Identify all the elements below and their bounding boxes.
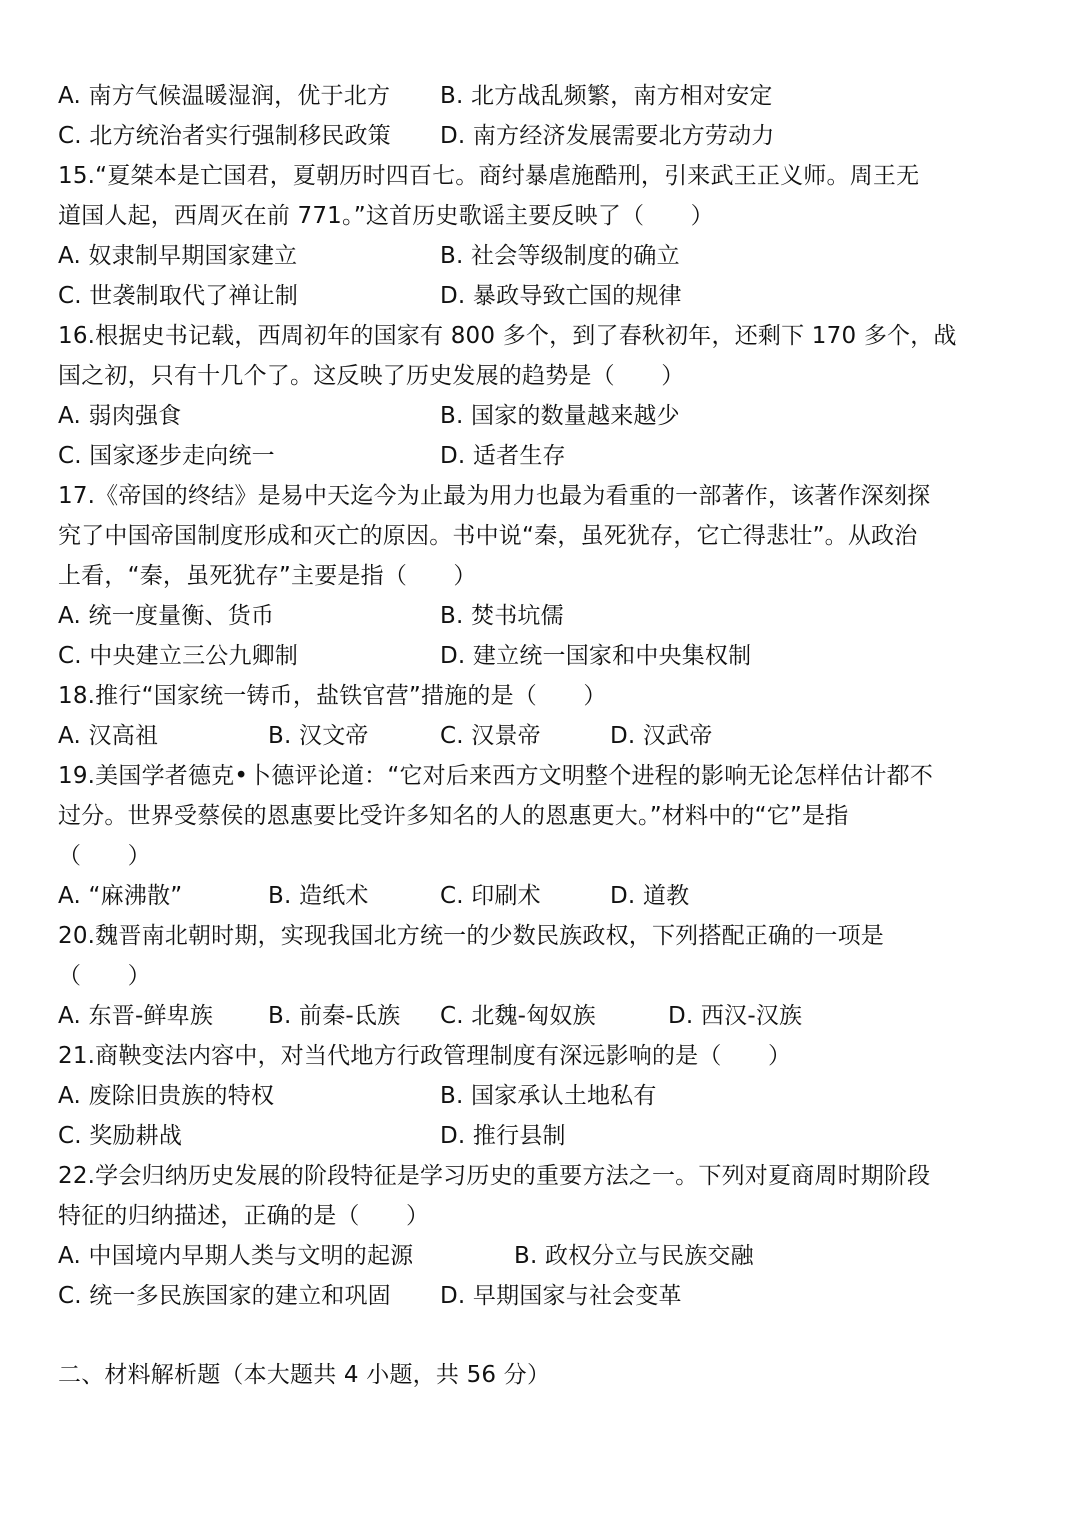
q17-option-c: C. 中央建立三公九卿制: [58, 643, 299, 669]
q14-options-row2: [58, 116, 775, 156]
q21-options-row2: [58, 1116, 566, 1156]
q15-stem-line1: 15.“夏桀本是亡国君，夏朝历时四百七。商纣暴虐施酷刑，引来武王正义师。周王无: [58, 163, 920, 189]
q15-stem-line2: 道国人起，西周灭在前 771。”这首历史歌谣主要反映了（ ）: [58, 203, 714, 229]
q16-option-a: A. 弱肉强食: [58, 403, 182, 429]
section2-heading: 二、材料解析题（本大题共 4 小题，共 56 分）: [58, 1362, 551, 1388]
q19-stem-line3: （ ）: [58, 843, 151, 869]
q22-option-c: C. 统一多民族国家的建立和巩固: [58, 1283, 391, 1309]
q21-options-row1: [58, 1076, 657, 1116]
q15-options-row1: [58, 236, 680, 276]
q17-stem-line1: 17.《帝国的终结》是易中天迄今为止最为用力也最为看重的一部著作，该著作深刻探: [58, 483, 931, 509]
q14-option-a: A. 南方气候温暖湿润，优于北方: [58, 83, 391, 109]
q17-options-row2: [58, 636, 752, 676]
q16-stem-line2: 国之初，只有十几个了。这反映了历史发展的趋势是（ ）: [58, 363, 685, 389]
q19-option-c: C. 印刷术: [440, 883, 541, 909]
q17-option-a: A. 统一度量衡、货币: [58, 603, 275, 629]
q19-option-d: D. 道教: [610, 883, 690, 909]
q15-option-d: D. 暴政导致亡国的规律: [440, 283, 682, 309]
q19-option-b: B. 造纸术: [268, 883, 369, 909]
q15-option-a: A. 奴隶制早期国家建立: [58, 243, 298, 269]
q22-option-a: A. 中国境内早期人类与文明的起源: [58, 1243, 414, 1269]
q20-options-row: [58, 996, 803, 1036]
q22-options-row1: [58, 1236, 754, 1276]
q15-option-c: C. 世袭制取代了禅让制: [58, 283, 299, 309]
q22-option-b: B. 政权分立与民族交融: [514, 1243, 754, 1269]
q20-option-a: A. 东晋-鲜卑族: [58, 1003, 214, 1029]
q19-option-a: A. “麻沸散”: [58, 883, 183, 909]
q17-stem-line2: 究了中国帝国制度形成和灭亡的原因。书中说“秦，虽死犹存，它亡得悲壮”。从政治: [58, 523, 918, 549]
q21-option-d: D. 推行县制: [440, 1123, 566, 1149]
q20-option-b: B. 前秦-氐族: [268, 1003, 401, 1029]
q18-option-b: B. 汉文帝: [268, 723, 369, 749]
q19-stem-line1: 19.美国学者德克•卜德评论道：“它对后来西方文明整个进程的影响无论怎样估计都不: [58, 763, 934, 789]
q15-option-b: B. 社会等级制度的确立: [440, 243, 680, 269]
q15-options-row2: [58, 276, 682, 316]
q14-option-c: C. 北方统治者实行强制移民政策: [58, 123, 391, 149]
q18-stem-line1: 18.推行“国家统一铸币，盐铁官营”措施的是（ ）: [58, 683, 607, 709]
q21-stem-line1: 21.商鞅变法内容中，对当代地方行政管理制度有深远影响的是（ ）: [58, 1043, 792, 1069]
q20-stem-line2: （ ）: [58, 963, 151, 989]
q16-stem-line1: 16.根据史书记载，西周初年的国家有 800 多个，到了春秋初年，还剩下 170 多个，战: [58, 323, 957, 349]
q16-option-d: D. 适者生存: [440, 443, 566, 469]
q14-option-b: B. 北方战乱频繁，南方相对安定: [440, 83, 773, 109]
q18-option-d: D. 汉武帝: [610, 723, 713, 749]
q21-option-c: C. 奖励耕战: [58, 1123, 183, 1149]
q17-option-b: B. 焚书坑儒: [440, 603, 564, 629]
q18-option-a: A. 汉高祖: [58, 723, 159, 749]
q14-option-d: D. 南方经济发展需要北方劳动力: [440, 123, 775, 149]
q14-options-row1: [58, 76, 773, 116]
q19-stem-line2: 过分。世界受蔡侯的恩惠要比受许多知名的人的恩惠更大。”材料中的“它”是指: [58, 803, 849, 829]
q20-option-c: C. 北魏-匈奴族: [440, 1003, 596, 1029]
q22-stem-line2: 特征的归纳描述，正确的是（ ）: [58, 1203, 430, 1229]
q22-options-row2: [58, 1276, 682, 1316]
q16-options-row1: [58, 396, 680, 436]
q20-option-d: D. 西汉-汉族: [668, 1003, 803, 1029]
q19-options-row: [58, 876, 690, 916]
q16-options-row2: [58, 436, 566, 476]
q18-options-row: [58, 716, 713, 756]
q17-stem-line3: 上看，“秦，虽死犹存”主要是指（ ）: [58, 563, 477, 589]
q22-stem-line1: 22.学会归纳历史发展的阶段特征是学习历史的重要方法之一。下列对夏商周时期阶段: [58, 1163, 931, 1189]
q17-options-row1: [58, 596, 564, 636]
q21-option-a: A. 废除旧贵族的特权: [58, 1083, 275, 1109]
q17-option-d: D. 建立统一国家和中央集权制: [440, 643, 752, 669]
q18-option-c: C. 汉景帝: [440, 723, 541, 749]
q22-option-d: D. 早期国家与社会变革: [440, 1283, 682, 1309]
q16-option-b: B. 国家的数量越来越少: [440, 403, 680, 429]
q20-stem-line1: 20.魏晋南北朝时期，实现我国北方统一的少数民族政权，下列搭配正确的一项是: [58, 923, 884, 949]
q21-option-b: B. 国家承认土地私有: [440, 1083, 657, 1109]
q16-option-c: C. 国家逐步走向统一: [58, 443, 275, 469]
